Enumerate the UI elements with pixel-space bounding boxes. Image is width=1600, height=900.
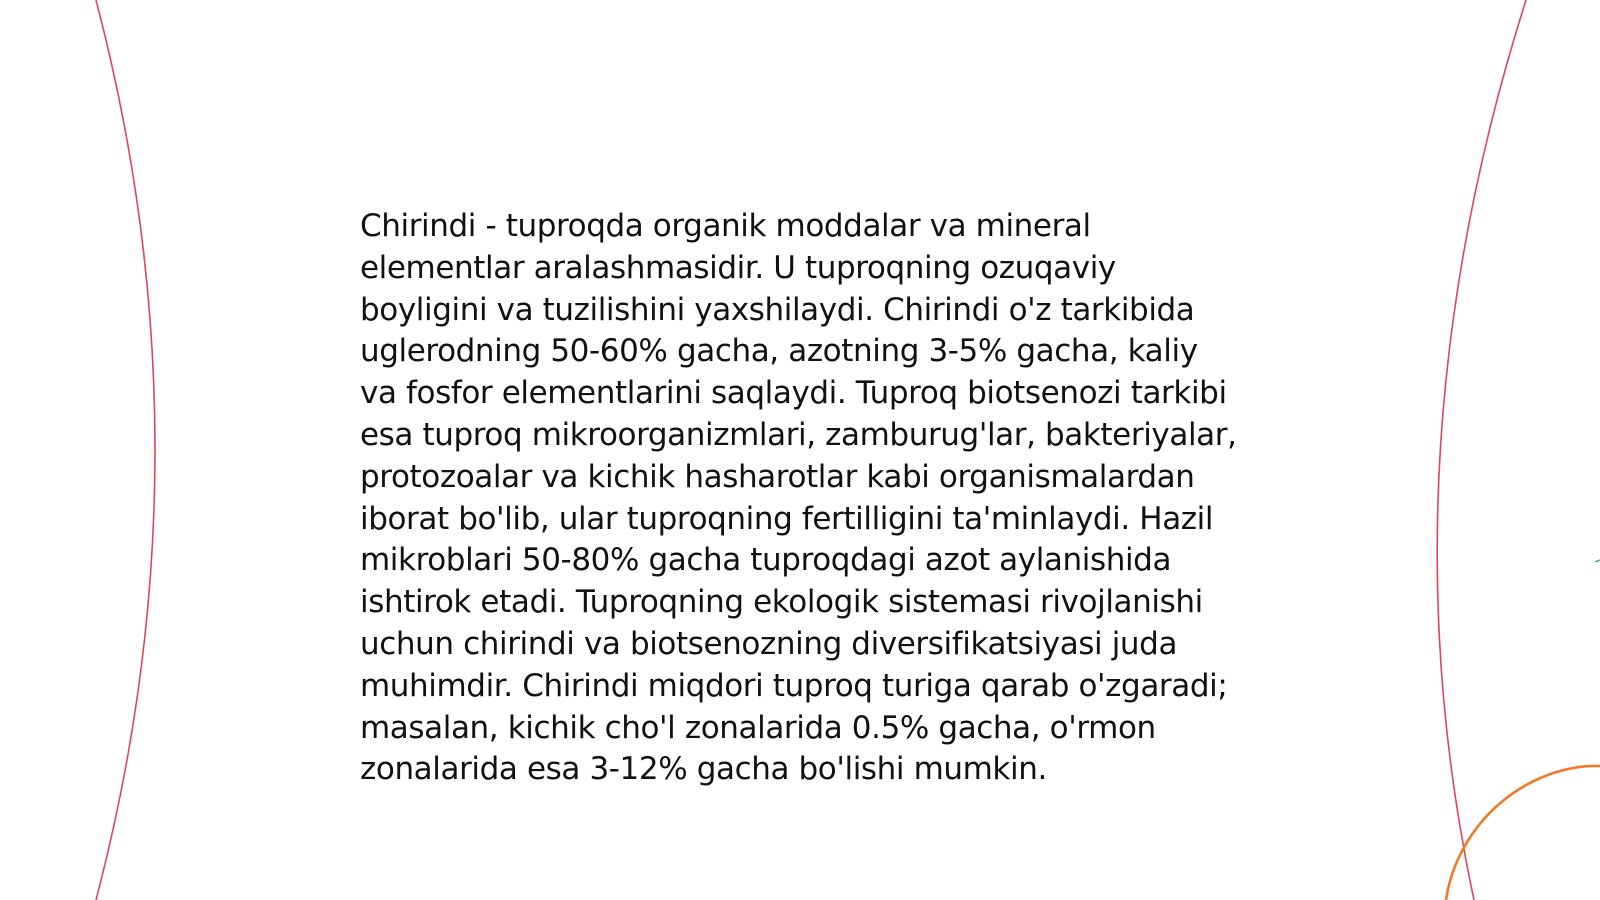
body-text: Chirindi - tuproqda organik moddalar va mineral elementlar aralashmasidir. U tuproqning ozuqaviy boyligini va tuzilishini yaxshilaydi. Chirindi o'z tarkibida uglerodning 50-60% gacha, azotning 3-5% gacha, kaliy va fosfor elementlarini saqlaydi. Tuproq biotsenozi tarkibi esa tuproq mikroorganizmlari, zamburug'lar, bakteriyalar, protozoalar va kichik hasharotlar kabi organismalardan iborat bo'lib, ular tuproqning fertilligini ta'minlaydi. Hazil mikroblari 50-80% gacha tuproqdagi azot aylanishida ishtirok etadi. Tuproqning ekologik sistemasi rivojlanishi uchun chirindi va biotsenozning diversifikatsiyasi juda muhimdir. Chirindi miqdori tuproq turiga qarab o'zgaradi; masalan, kichik cho'l zonalarida 0.5% gacha, o'rmon zonalarida esa 3-12% gacha bo'lishi mumkin. [360,208,1237,788]
right-arc [1437,0,1526,900]
left-arc [96,0,155,900]
teal-accent-mark [1595,560,1600,562]
